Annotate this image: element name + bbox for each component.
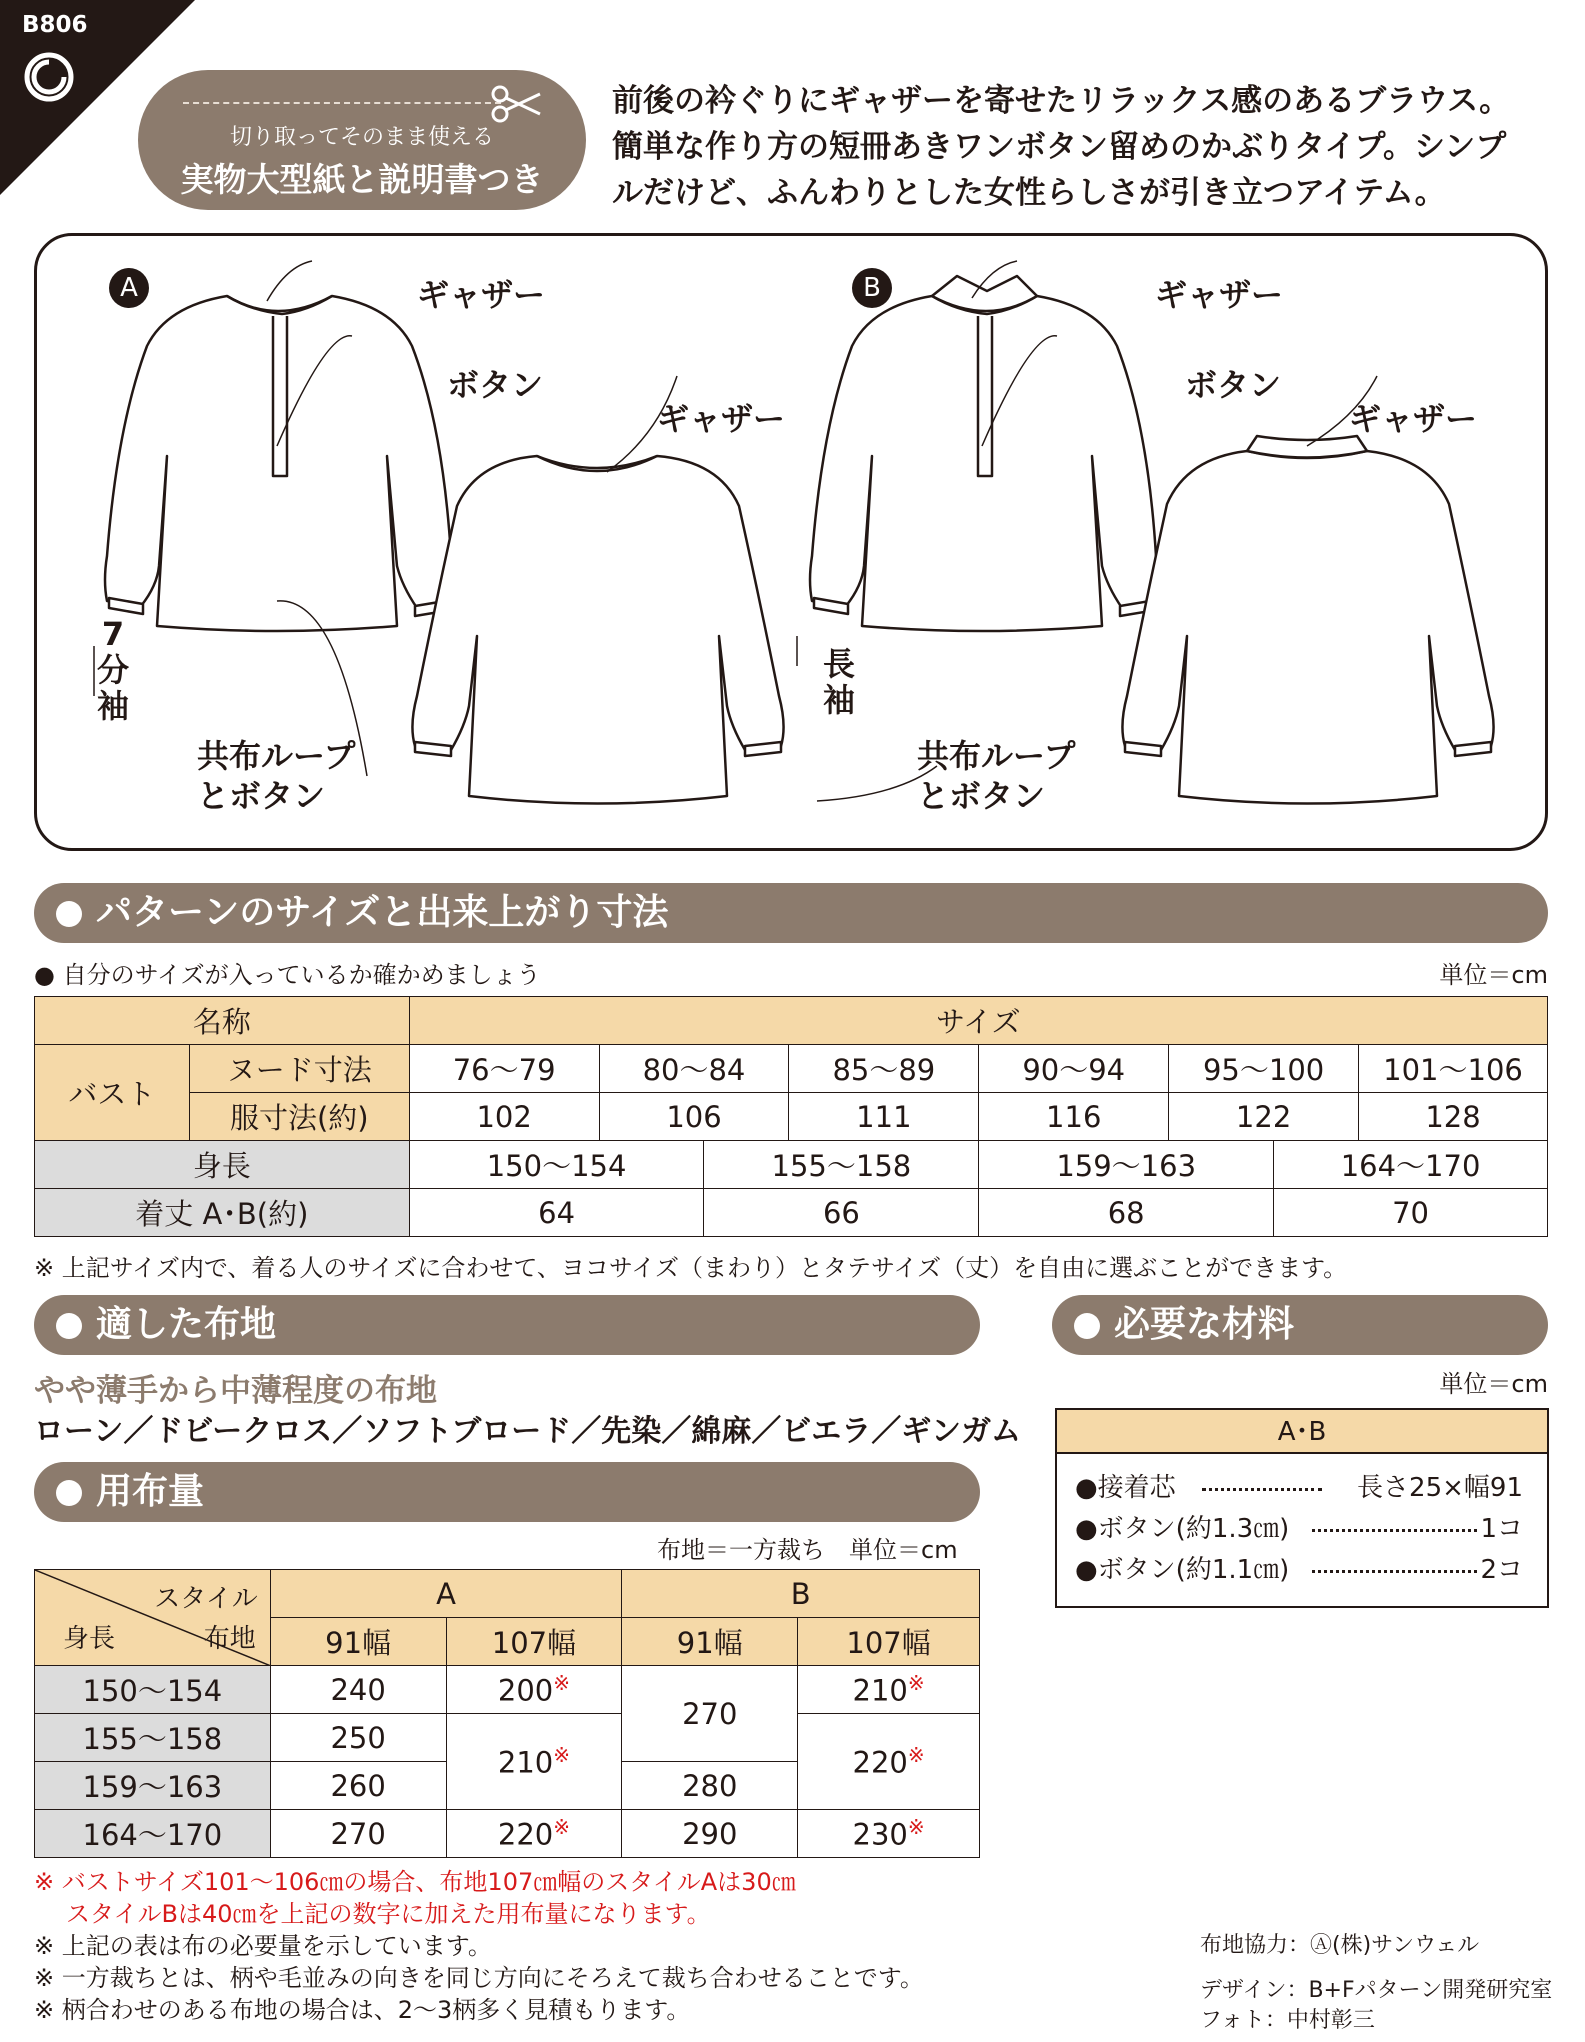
material-item — [1057, 1468, 1547, 1509]
height-range: 159〜163 — [979, 1141, 1274, 1189]
bust-adjustment-note: ※ バストサイズ101〜106㎝の場合、布地107㎝幅のスタイルAは30㎝ — [34, 1868, 796, 1896]
unit-label: 単位＝cm — [1439, 1370, 1548, 1398]
yardage-note: ※ 一方裁ちとは、柄や毛並みの向きを同じ方向にそろえて裁ち合わせることです。 — [34, 1964, 924, 1992]
width-header: 91幅 — [270, 1618, 446, 1666]
b107-cell — [798, 1810, 980, 1858]
size-footnote: ※ 上記サイズ内で、着る人のサイズに合わせて、ヨコサイズ（まわり）とタテサイズ（丈）を自由に選ぶことができます。 — [34, 1254, 1348, 1282]
material-name: ●ボタン(約1.1㎝) — [1075, 1555, 1290, 1585]
material-name: ●接着芯 — [1075, 1473, 1176, 1503]
height-range: 150〜154 — [35, 1666, 271, 1714]
material-value: 2コ — [1480, 1555, 1523, 1585]
b107-value: 220 — [852, 1745, 908, 1780]
gather-label: ギャザー — [417, 276, 546, 314]
bullet-icon — [1074, 1313, 1100, 1339]
section-title: 用布量 — [96, 1471, 205, 1512]
material-value: 1コ — [1480, 1514, 1523, 1544]
leader-dots — [1312, 1570, 1477, 1573]
height-range: 164〜170 — [35, 1810, 271, 1858]
a91-value: 250 — [270, 1714, 446, 1762]
brand-logo-icon — [20, 48, 78, 106]
b91-value: 280 — [622, 1762, 798, 1810]
garment-size: 111 — [789, 1093, 979, 1141]
style-b-header: B — [622, 1570, 980, 1618]
height-range: 150〜154 — [409, 1141, 704, 1189]
yardage-unit: 布地＝一方裁ち 単位＝cm — [657, 1536, 958, 1564]
sleeve-label: 7分袖 — [96, 615, 129, 725]
fabric-list: ローン／ドビークロス／ソフトブロード／先染／綿麻／ビエラ／ギンガム — [34, 1414, 1021, 1449]
badge-title: 実物大型紙と説明書つき — [180, 160, 544, 199]
button-label: ボタン — [447, 366, 544, 404]
a91-value: 240 — [270, 1666, 446, 1714]
bullet-icon — [56, 1480, 82, 1506]
b107-cell — [798, 1666, 980, 1714]
adjustment-mark: ※ — [553, 1815, 570, 1840]
height-range: 164〜170 — [1274, 1141, 1548, 1189]
adjustment-mark: ※ — [553, 1671, 570, 1696]
width-header: 91幅 — [622, 1618, 798, 1666]
nude-size: 101〜106 — [1359, 1045, 1548, 1093]
garment-illustration-panel — [34, 233, 1548, 851]
unit-label: 単位＝cm — [1439, 961, 1548, 989]
a91-value: 260 — [270, 1762, 446, 1810]
garment-size: 106 — [599, 1093, 789, 1141]
loop-label: とボタン — [197, 777, 326, 815]
adjustment-mark: ※ — [907, 1743, 925, 1768]
yardage-corner-header — [35, 1570, 271, 1666]
height-range: 155〜158 — [35, 1714, 271, 1762]
section-title: 適した布地 — [96, 1304, 277, 1345]
height-range: 155〜158 — [704, 1141, 979, 1189]
garment-length: 70 — [1274, 1189, 1548, 1237]
nude-size-label: ヌード寸法 — [189, 1045, 409, 1093]
style-a-header: A — [270, 1570, 622, 1618]
nude-size: 90〜94 — [979, 1045, 1169, 1093]
pattern-badge — [138, 70, 586, 210]
style-a-front-drawing — [105, 296, 453, 631]
height-range: 159〜163 — [35, 1762, 271, 1810]
style-axis-label: スタイル — [154, 1584, 258, 1614]
garment-size: 116 — [979, 1093, 1169, 1141]
height-label: 身長 — [35, 1141, 410, 1189]
garment-size-label: 服寸法(約) — [189, 1093, 409, 1141]
nude-size: 76〜79 — [409, 1045, 599, 1093]
section-title: 必要な材料 — [1114, 1304, 1295, 1345]
description-line: 簡単な作り方の短冊あきワンボタン留めのかぶりタイプ。シンプ — [612, 129, 1507, 165]
style-b-front-drawing — [810, 276, 1158, 631]
nude-size: 95〜100 — [1169, 1045, 1359, 1093]
height-axis-label: 身長 — [63, 1624, 116, 1654]
b107-value: 230 — [852, 1817, 908, 1852]
gather-label: ギャザー — [1349, 400, 1478, 438]
design-credit: デザイン：B+Fパターン開発研究室 — [1200, 1978, 1553, 2003]
material-item — [1057, 1550, 1547, 1591]
product-description — [612, 78, 1572, 216]
gather-label: ギャザー — [657, 400, 786, 438]
description-line: ルだけど、ふんわりとした女性らしさが引き立つアイテム。 — [612, 175, 1446, 211]
a107-value: 220 — [497, 1817, 554, 1852]
fabric-credit: 布地協力：Ⓐ(株)サンウェル — [1200, 1933, 1480, 1958]
width-header: 107幅 — [798, 1618, 980, 1666]
size-table — [34, 996, 1548, 1237]
a107-cell — [446, 1714, 622, 1810]
b107-value: 210 — [852, 1673, 908, 1708]
a107-cell — [446, 1810, 622, 1858]
yardage-table — [34, 1569, 980, 1858]
garment-length: 64 — [409, 1189, 704, 1237]
gather-label: ギャザー — [1155, 276, 1284, 314]
width-header: 107幅 — [446, 1618, 622, 1666]
a107-cell — [446, 1666, 622, 1714]
materials-section-header — [1052, 1295, 1548, 1355]
b107-cell — [798, 1714, 980, 1810]
photo-credit: フォト：中村彰三 — [1200, 2008, 1375, 2033]
a107-value: 210 — [497, 1745, 554, 1780]
size-note: ● 自分のサイズが入っているか確かめましょう — [34, 961, 541, 989]
section-title: パターンのサイズと出来上がり寸法 — [96, 892, 669, 933]
style-a-marker: A — [109, 268, 149, 308]
fabric-section-header — [34, 1295, 980, 1355]
yardage-note: ※ 柄合わせのある布地の場合は、2〜3柄多く見積もります。 — [34, 1996, 691, 2024]
bullet-icon — [56, 901, 82, 927]
material-item — [1057, 1509, 1547, 1550]
nude-size: 85〜89 — [789, 1045, 979, 1093]
bust-adjustment-note-cont: スタイルBは40㎝を上記の数字に加えた用布量になります。 — [66, 1900, 711, 1928]
loop-label: とボタン — [917, 777, 1046, 815]
bust-label: バスト — [35, 1045, 190, 1141]
style-a-back-drawing — [412, 456, 783, 804]
length-label: 着丈 A･B(約) — [35, 1189, 410, 1237]
size-header: サイズ — [409, 997, 1547, 1045]
button-label: ボタン — [1185, 366, 1282, 404]
b91-value: 270 — [622, 1666, 798, 1762]
pattern-code: B806 — [22, 12, 88, 38]
fabric-axis-label: 布地 — [203, 1624, 256, 1654]
fabric-weight: やや薄手から中薄程度の布地 — [34, 1373, 437, 1409]
adjustment-mark: ※ — [907, 1815, 925, 1840]
a91-value: 270 — [270, 1810, 446, 1858]
bullet-icon — [56, 1313, 82, 1339]
garment-size: 102 — [409, 1093, 599, 1141]
material-name: ●ボタン(約1.3㎝) — [1075, 1514, 1290, 1544]
materials-header: A･B — [1057, 1410, 1547, 1454]
leader-dots — [1312, 1529, 1477, 1532]
style-b-back-drawing — [1122, 436, 1493, 804]
description-line: 前後の衿ぐりにギャザーを寄せたリラックス感のあるブラウス。 — [612, 83, 1511, 119]
yardage-section-header — [34, 1462, 980, 1522]
sleeve-label: 長袖 — [822, 645, 855, 719]
garment-length: 66 — [704, 1189, 979, 1237]
size-section-header — [34, 883, 1548, 943]
b91-value: 290 — [622, 1810, 798, 1858]
nude-size: 80〜84 — [599, 1045, 789, 1093]
loop-label: 共布ループ — [917, 737, 1076, 775]
yardage-note: ※ 上記の表は布の必要量を示しています。 — [34, 1932, 492, 1960]
garment-length: 68 — [979, 1189, 1274, 1237]
material-value: 長さ25×幅91 — [1357, 1473, 1523, 1503]
style-b-marker: B — [852, 268, 892, 308]
name-header: 名称 — [35, 997, 410, 1045]
leader-dots — [1202, 1488, 1322, 1491]
scissors-icon — [490, 84, 542, 124]
adjustment-mark: ※ — [553, 1743, 570, 1768]
badge-subtitle: 切り取ってそのまま使える — [229, 125, 494, 150]
a107-value: 200 — [497, 1673, 554, 1708]
adjustment-mark: ※ — [907, 1671, 925, 1696]
garment-size: 128 — [1359, 1093, 1548, 1141]
materials-table — [1055, 1408, 1549, 1608]
loop-label: 共布ループ — [197, 737, 356, 775]
garment-size: 122 — [1169, 1093, 1359, 1141]
cut-line — [183, 102, 501, 104]
